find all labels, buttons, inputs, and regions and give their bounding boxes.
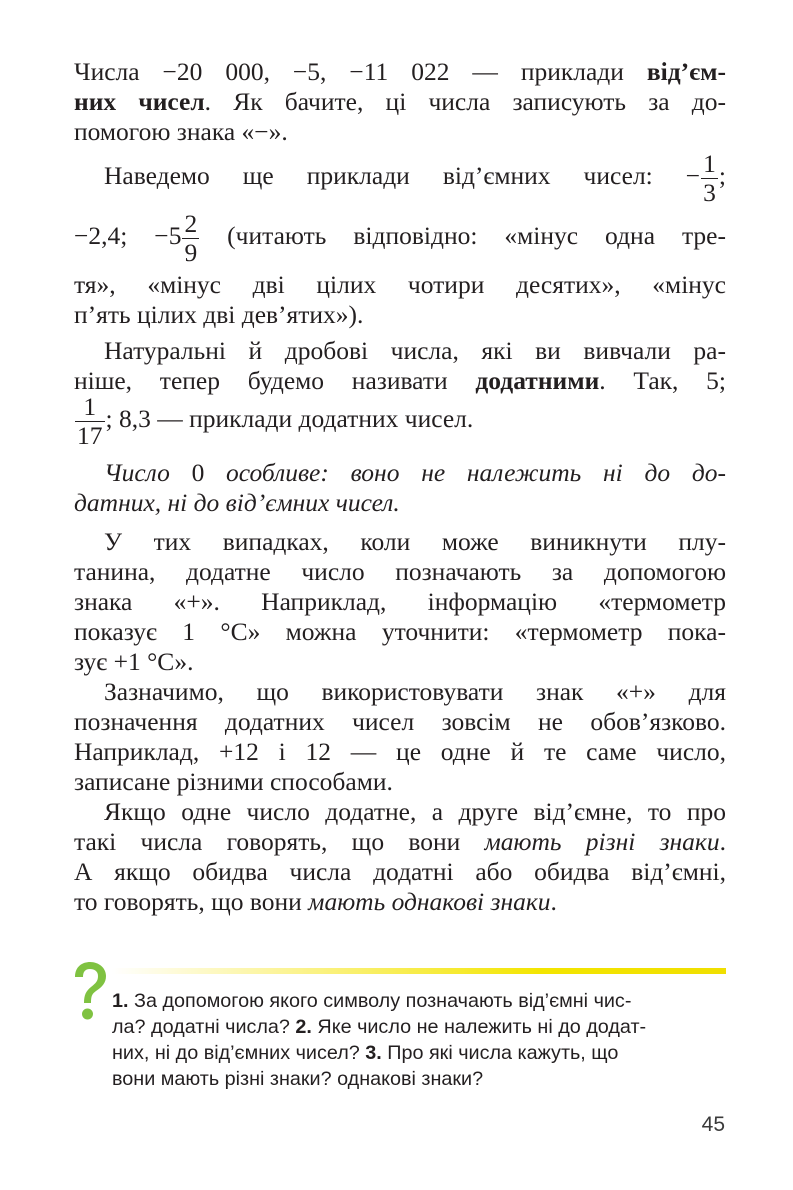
paragraph-line: А якщо обидва числа додатні або обидва від’ємні, [74, 857, 726, 886]
paragraph-line: Наведемо ще приклади від’ємних чисел: − $\frac{1}{3}$ ; [104, 148, 726, 207]
term-positive-numbers: додатними [475, 366, 600, 395]
question-line: 1. За допомогою якого символу позначають від’ємні чис- [112, 990, 632, 1012]
paragraph-line: Натуральні й дробові числа, які ви вивчали ра- [104, 336, 726, 365]
paragraph-line: такі числа говорять, що вони мають різні знаки. [74, 827, 726, 856]
paragraph-line: Якщо одне число додатне, а друге від’ємне, то про [104, 797, 726, 826]
question-line: них, ні до від’ємних чисел? 3. Про які числа кажуть, що [112, 1042, 619, 1064]
paragraph-line: Наприклад, +12 і 12 — це одне й те саме число, [74, 737, 726, 766]
emphasis-different-signs: мають різні знаки [484, 827, 720, 856]
paragraph-line: п’ять цілих дві дев’ятих»). [74, 300, 364, 329]
emphasis-same-signs: мають однакові знаки [308, 887, 551, 916]
paragraph-line: них чисел. Як бачите, ці числа записують за до- [74, 87, 727, 116]
paragraph-line: зує +1 °C». [74, 647, 194, 676]
question-mark-icon [68, 960, 112, 1022]
paragraph-line: Числа −20 000, −5, −11 022 — приклади від’єм- [74, 57, 726, 86]
paragraph-line: ніше, тепер будемо називати додатними. Так, 5; [74, 366, 727, 395]
paragraph-line: Зазначимо, що використовувати знак «+» для [104, 677, 726, 706]
paragraph-line: показує 1 °C» можна уточнити: «термометр пока- [74, 617, 726, 646]
fraction-one-third: $\frac{1}{3}$ [703, 148, 716, 207]
paragraph-line: У тих випадках, коли може виникнути плу- [104, 527, 726, 556]
paragraph-line: позначення додатних чисел зовсім не обов’язково. [74, 707, 726, 736]
paragraph-line: танина, додатне число позначають за допомогою [74, 557, 726, 586]
paragraph-line: $\frac{1}{17}$ ; 8,3 — приклади додатних чисел. [77, 391, 474, 450]
fraction-two-ninths: $\frac{2}{9}$ [184, 208, 198, 267]
question-line: ла? додатні числа? 2. Яке число не належить ні до додат- [112, 1016, 647, 1038]
paragraph-line: помогою знака «−». [74, 117, 288, 146]
question-line: вони мають різні знаки? однакові знаки? [112, 1068, 484, 1090]
term-negative-numbers: від’єм- [646, 57, 726, 86]
paragraph-line: то говорять, що вони мають однакові знаки. [74, 887, 557, 916]
fraction-one-seventeenth: $\frac{1}{17}$ [77, 391, 103, 450]
definition-line: датних, ні до від’ємних чисел. [74, 488, 400, 517]
paragraph-line: знака «+». Наприклад, інформацію «термометр [74, 587, 726, 616]
paragraph-line: −2,4; −5 $\frac{2}{9}$ (читають відповідно: «мінус одна тре- [74, 208, 726, 267]
questions-divider-bar [112, 968, 726, 974]
paragraph-line: тя», «мінус дві цілих чотири десятих», «мінус [74, 270, 726, 299]
paragraph-line: записане різними способами. [74, 767, 393, 796]
definition-line: Число 0 особливе: воно не належить ні до до- [104, 458, 726, 487]
term-negative-numbers-cont: них чисел [74, 87, 205, 116]
page-number: 45 [701, 1113, 725, 1136]
